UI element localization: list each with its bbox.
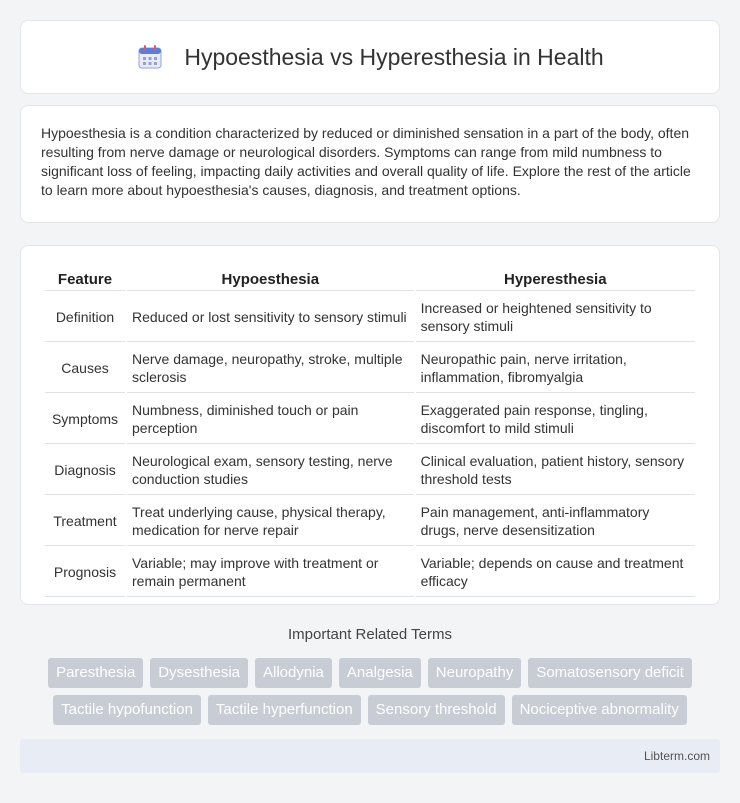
term-tag[interactable]: Neuropathy xyxy=(428,658,522,688)
table-row xyxy=(45,497,695,546)
table-cell: Neuropathic pain, nerve irritation, inflammation, fibromyalgia xyxy=(416,344,695,393)
table-cell: Exaggerated pain response, tingling, discomfort to mild stimuli xyxy=(416,395,695,444)
comparison-card xyxy=(20,245,720,605)
term-tag[interactable]: Dysesthesia xyxy=(150,658,248,688)
related-terms-title: Important Related Terms xyxy=(288,626,452,643)
term-tag[interactable]: Somatosensory deficit xyxy=(528,658,692,688)
intro-text: Hypoesthesia is a condition characterized by reduced or diminished sensation in a part of the body, often resulting from nerve damage or neurological disorders. Symptoms can range from mild numbness to significant loss of feeling, impacting daily activities and overall quality of life. Explore the rest of the article to learn more about hypoesthesia's causes, diagnosis, and treatment options. xyxy=(41,125,691,198)
feature-cell: Causes xyxy=(45,344,125,393)
table-cell: Treat underlying cause, physical therapy, medication for nerve repair xyxy=(127,497,414,546)
related-terms-list xyxy=(20,658,720,725)
term-tag[interactable]: Nociceptive abnormality xyxy=(512,695,687,725)
table-cell: Clinical evaluation, patient history, sensory threshold tests xyxy=(416,446,695,495)
feature-cell: Diagnosis xyxy=(45,446,125,495)
feature-cell: Prognosis xyxy=(45,548,125,597)
table-header-row xyxy=(45,266,695,291)
column-header: Feature xyxy=(45,266,125,291)
header-card xyxy=(20,20,720,94)
comparison-table xyxy=(43,264,697,599)
feature-cell: Symptoms xyxy=(45,395,125,444)
term-tag[interactable]: Tactile hyperfunction xyxy=(208,695,361,725)
footer-link[interactable]: Libterm.com xyxy=(643,749,710,763)
table-cell: Variable; may improve with treatment or remain permanent xyxy=(127,548,414,597)
calendar-icon xyxy=(136,43,164,71)
table-cell: Increased or heightened sensitivity to sensory stimuli xyxy=(416,293,695,342)
table-cell: Pain management, anti-inflammatory drugs, nerve desensitization xyxy=(416,497,695,546)
term-tag[interactable]: Allodynia xyxy=(255,658,332,688)
table-row xyxy=(45,446,695,495)
term-tag[interactable]: Analgesia xyxy=(339,658,421,688)
table-row xyxy=(45,293,695,342)
table-cell: Neurological exam, sensory testing, nerve conduction studies xyxy=(127,446,414,495)
term-tag[interactable]: Paresthesia xyxy=(48,658,143,688)
column-header: Hypoesthesia xyxy=(127,266,414,291)
term-tag[interactable]: Tactile hypofunction xyxy=(53,695,201,725)
table-row xyxy=(45,395,695,444)
page-title: Hypoesthesia vs Hyperesthesia in Health xyxy=(184,43,604,70)
table-cell: Numbness, diminished touch or pain perception xyxy=(127,395,414,444)
feature-cell: Definition xyxy=(45,293,125,342)
footer xyxy=(20,739,720,773)
table-cell: Reduced or lost sensitivity to sensory stimuli xyxy=(127,293,414,342)
table-row xyxy=(45,344,695,393)
column-header: Hyperesthesia xyxy=(416,266,695,291)
table-row xyxy=(45,548,695,597)
feature-cell: Treatment xyxy=(45,497,125,546)
table-cell: Nerve damage, neuropathy, stroke, multiple sclerosis xyxy=(127,344,414,393)
term-tag[interactable]: Sensory threshold xyxy=(368,695,505,725)
table-cell: Variable; depends on cause and treatment efficacy xyxy=(416,548,695,597)
intro-card xyxy=(20,105,720,223)
